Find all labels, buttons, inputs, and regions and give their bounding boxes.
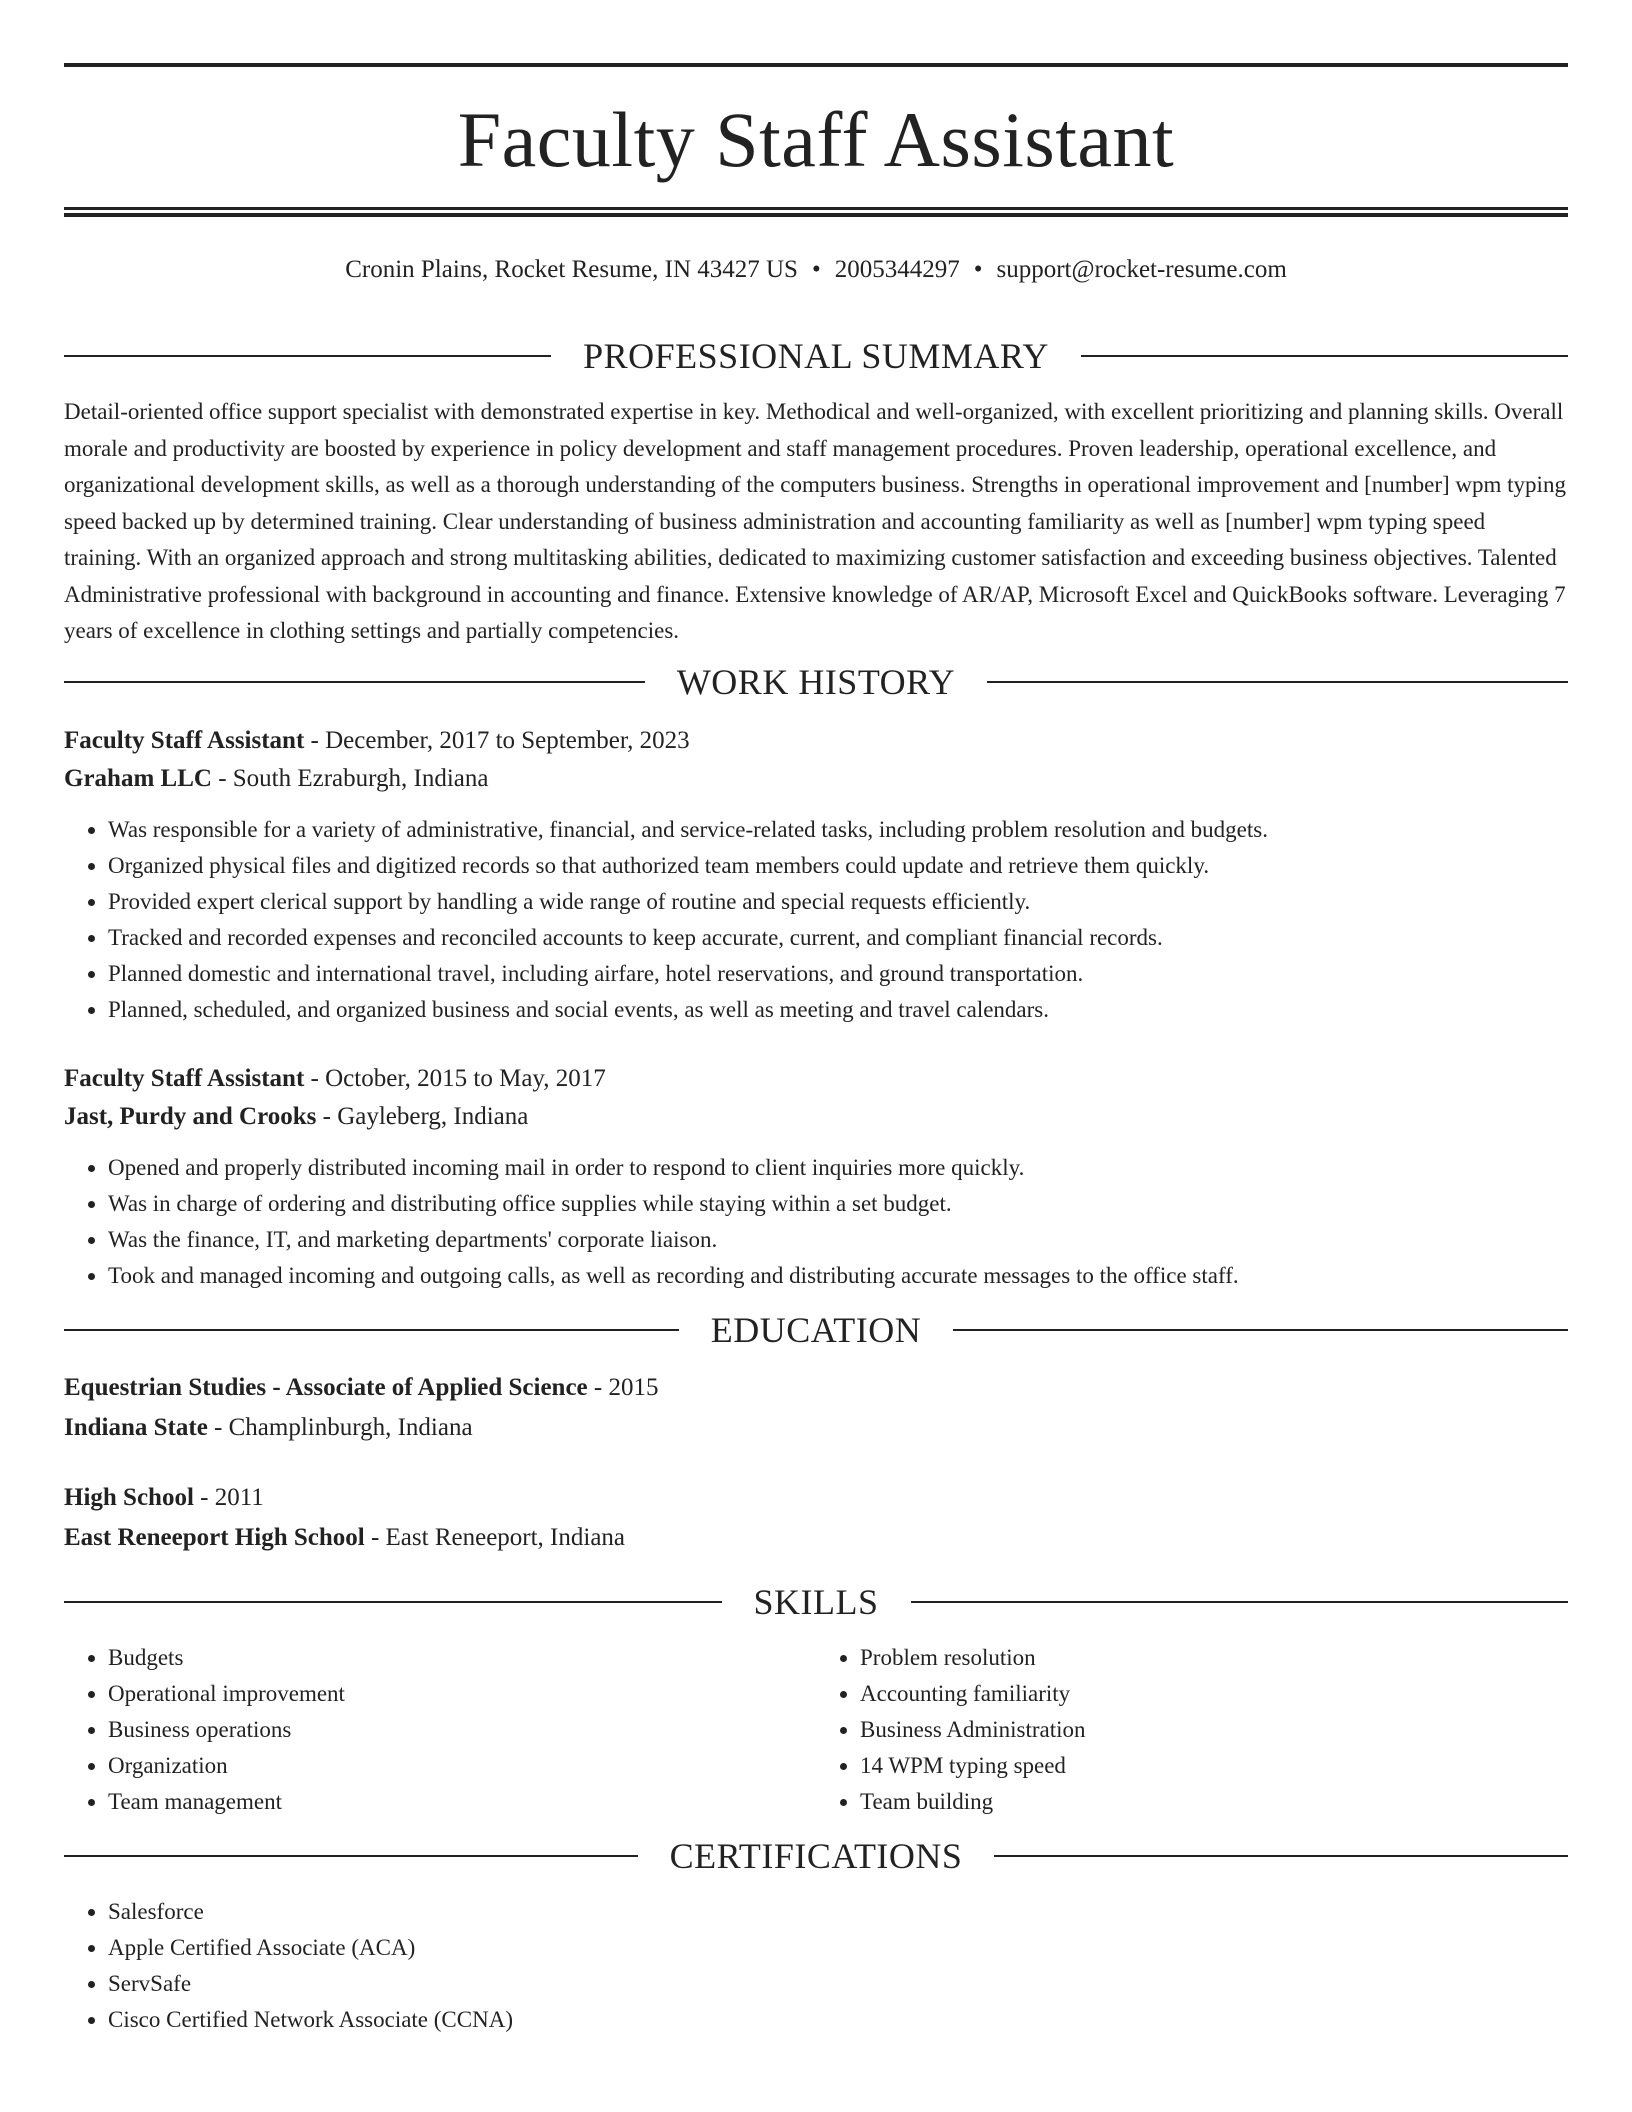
contact-line [64,252,1568,288]
section-heading-work-history [64,654,1568,710]
education-location: - Champlinburgh, Indiana [207,1413,473,1441]
education-degree-line [64,1368,1568,1408]
job-entry [64,722,1568,1028]
section-title: PROFESSIONAL SUMMARY [583,336,1049,376]
education-entry [64,1478,1568,1558]
section-heading-certifications [64,1828,1568,1884]
certification-item: • Apple Certified Associate (ACA) [108,1930,1568,1966]
section-title: SKILLS [753,1581,879,1622]
section-title: EDUCATION [710,1309,922,1350]
certification-item: • ServSafe [108,1966,1568,2002]
job-company-line [64,1098,1568,1136]
job-dates: - December, 2017 to September, 2023 [304,726,690,754]
job-title-line [64,722,1568,760]
contact-phone: 2005344297 [834,256,960,283]
resume-title: Faculty Staff Assistant [457,96,1175,183]
contact-separator: • [973,256,983,283]
job-company: Graham LLC [64,764,212,792]
section-title: CERTIFICATIONS [669,1835,963,1876]
education-year: - 2015 [587,1373,659,1401]
heading-rule [64,1329,679,1331]
certification-item: • Salesforce [108,1894,1568,1930]
top-rule [64,63,1568,67]
job-title: Faculty Staff Assistant [64,726,305,754]
education-school: East Reneeport High School [64,1523,365,1551]
summary-text: Detail-oriented office support specialist with demonstrated expertise in key. Methodical and well-organized, with excellent prioritizing and planning skills. Overall morale and productivity are boosted by experience in policy development and staff management procedures. Proven leadership, operational excellence, and organizational development skills, as well as a thorough understanding of the computers business. Strengths in operational improvement and [number] wpm typing speed backed up by determined training. Clear understanding of business administration and accounting familiarity as well as [number] wpm typing speed training. With an organized approach and strong multitasking abilities, dedicated to maximizing customer satisfaction and exceeding business objectives. Talented Administrative professional with background in accounting and finance. Extensive knowledge of AR/AP, Microsoft Excel and QuickBooks software. Leveraging 7 years of excellence in clothing settings and partially competencies. [64,399,1566,643]
job-bullet: • Provided expert clerical support by handling a wide range of routine and special requests efficiently. [108,884,1568,920]
job-bullet: • Planned, scheduled, and organized business and social events, as well as meeting and travel calendars. [108,992,1568,1028]
section-heading-skills [64,1574,1568,1630]
skill-item: • Team building [860,1784,1568,1820]
education-school: Indiana State [64,1413,208,1441]
skills-list-right [816,1640,1568,1820]
education-degree: High School [64,1483,194,1511]
heading-rule [911,1601,1569,1603]
certification-item: • Cisco Certified Network Associate (CCNA) [108,2002,1568,2038]
heading-rule [64,355,551,357]
skill-item: • Business Administration [860,1712,1568,1748]
job-title: Faculty Staff Assistant [64,1064,305,1092]
certifications-list [64,1894,1568,2038]
skills-list-left [64,1640,816,1820]
education-location: - East Reneeport, Indiana [364,1523,626,1551]
section-heading-education [64,1302,1568,1358]
education-school-line [64,1408,1568,1448]
heading-rule [994,1855,1568,1857]
skill-item: • Team management [108,1784,816,1820]
title-double-rule [64,207,1568,217]
heading-rule [64,1855,638,1857]
job-bullet: • Was in charge of ordering and distributing office supplies while staying within a set budget. [108,1186,1568,1222]
skill-item: • Budgets [108,1640,816,1676]
education-degree: Equestrian Studies - Associate of Applied Science [64,1373,588,1401]
education-school-line [64,1518,1568,1558]
resume-content [64,328,1568,2038]
heading-rule [64,1601,722,1603]
heading-rule [64,681,645,683]
skill-item: • Operational improvement [108,1676,816,1712]
heading-rule [953,1329,1568,1331]
education-year: - 2011 [193,1483,264,1511]
job-bullet: • Tracked and recorded expenses and reconciled accounts to keep accurate, current, and compliant financial records. [108,920,1568,956]
job-bullet: • Opened and properly distributed incoming mail in order to respond to client inquiries more quickly. [108,1150,1568,1186]
job-location: - South Ezraburgh, Indiana [211,764,489,792]
job-dates: - October, 2015 to May, 2017 [304,1064,606,1092]
job-entry [64,1060,1568,1294]
contact-address: Cronin Plains, Rocket Resume, IN 43427 US [345,256,798,283]
education-degree-line [64,1478,1568,1518]
skill-item: • 14 WPM typing speed [860,1748,1568,1784]
job-company: Jast, Purdy and Crooks [64,1102,317,1130]
job-bullet: • Organized physical files and digitized records so that authorized team members could update and retrieve them quickly. [108,848,1568,884]
job-bullets [64,812,1568,1028]
contact-email: support@rocket-resume.com [996,256,1287,283]
job-bullet: • Took and managed incoming and outgoing calls, as well as recording and distributing accurate messages to the office staff. [108,1258,1568,1294]
job-company-line [64,760,1568,798]
skill-item: • Problem resolution [860,1640,1568,1676]
section-title: WORK HISTORY [676,661,956,702]
contact-separator: • [811,256,821,283]
section-heading-summary [64,328,1568,384]
skills-grid [64,1640,1568,1820]
job-location: - Gayleberg, Indiana [316,1102,529,1130]
education-entry [64,1368,1568,1448]
heading-rule [1081,355,1568,357]
job-bullet: • Was responsible for a variety of administrative, financial, and service-related tasks, including problem resolution and budgets. [108,812,1568,848]
skill-item: • Organization [108,1748,816,1784]
job-bullets [64,1150,1568,1294]
job-bullet: • Planned domestic and international travel, including airfare, hotel reservations, and ground transportation. [108,956,1568,992]
skill-item: • Accounting familiarity [860,1676,1568,1712]
job-bullet: • Was the finance, IT, and marketing departments' corporate liaison. [108,1222,1568,1258]
heading-rule [987,681,1568,683]
skill-item: • Business operations [108,1712,816,1748]
job-title-line [64,1060,1568,1098]
